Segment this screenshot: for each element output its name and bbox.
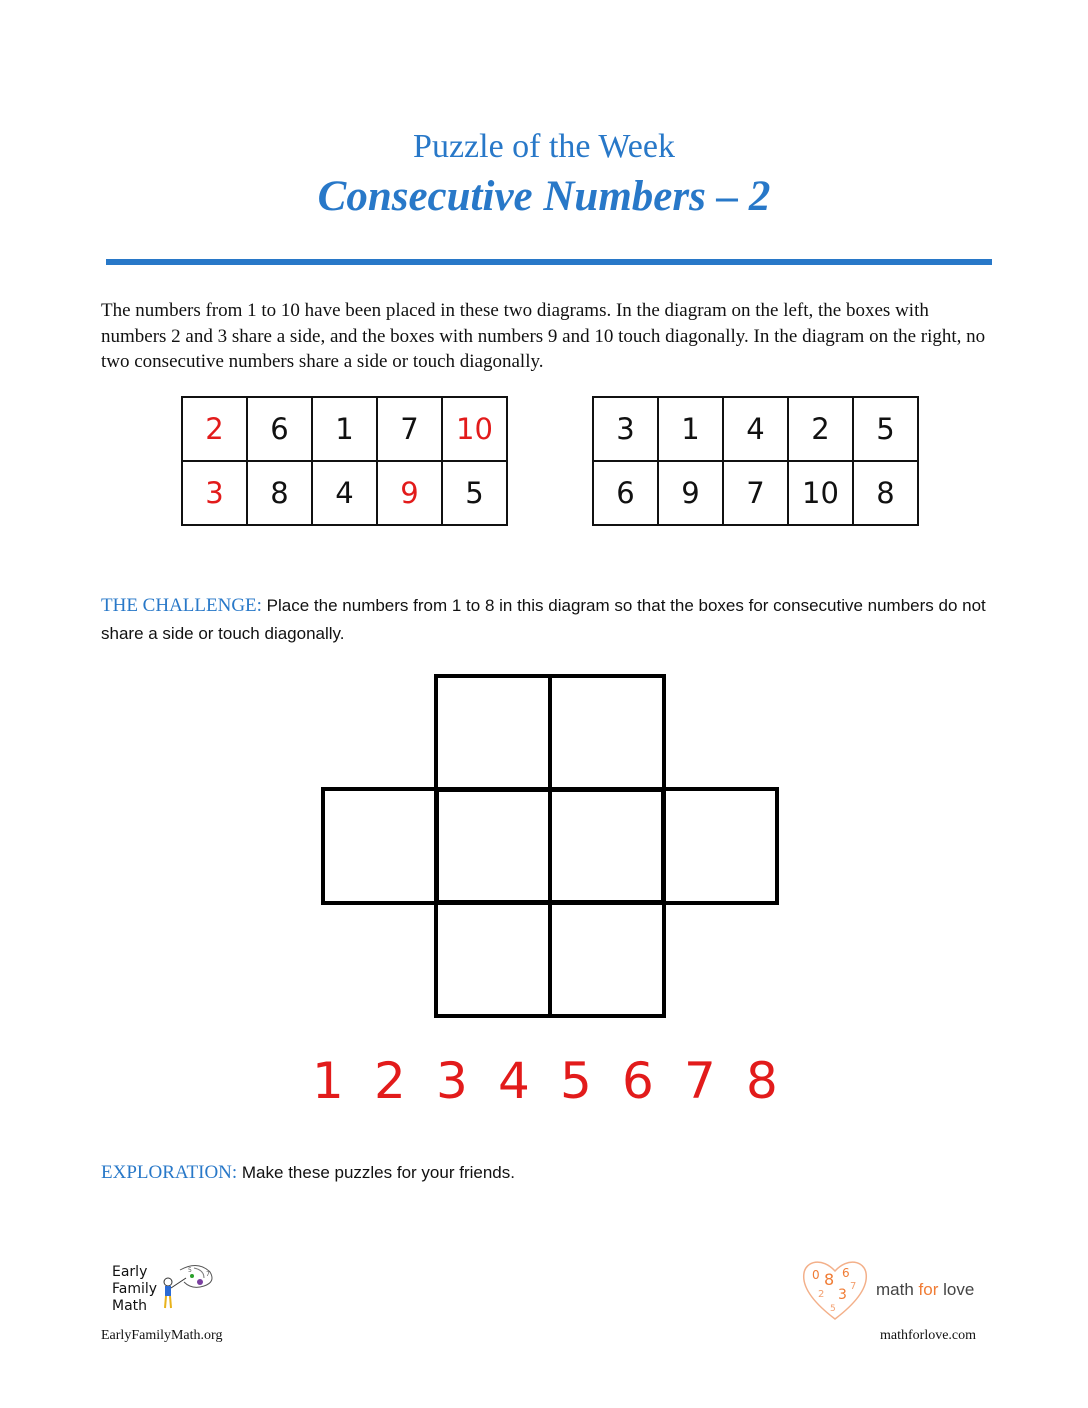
right-grid-cell: 2 xyxy=(788,397,853,461)
left-grid-cell: 7 xyxy=(377,397,442,461)
puzzle-box-bottom-left[interactable] xyxy=(434,900,552,1018)
svg-text:0: 0 xyxy=(812,1268,820,1282)
number-tile[interactable]: 7 xyxy=(684,1052,716,1110)
puzzle-box-top-right[interactable] xyxy=(548,674,666,792)
left-grid-cell: 10 xyxy=(442,397,507,461)
puzzle-box-middle-left[interactable] xyxy=(434,787,552,905)
right-grid-cell: 6 xyxy=(593,461,658,525)
puzzle-box-top-left[interactable] xyxy=(434,674,552,792)
left-example-diagram xyxy=(181,396,508,526)
right-grid-cell: 10 xyxy=(788,461,853,525)
exploration-text: Make these puzzles for your friends. xyxy=(237,1163,515,1182)
number-tile[interactable]: 2 xyxy=(374,1052,406,1110)
right-grid-cell: 7 xyxy=(723,461,788,525)
svg-text:7: 7 xyxy=(850,1281,857,1292)
number-tile[interactable]: 4 xyxy=(498,1052,530,1110)
number-tile[interactable]: 3 xyxy=(436,1052,468,1110)
puzzle-box-bottom-right[interactable] xyxy=(548,900,666,1018)
math-for-love-url[interactable]: mathforlove.com xyxy=(880,1328,977,1343)
exploration-paragraph xyxy=(101,1162,515,1184)
left-grid-cell: 6 xyxy=(247,397,312,461)
math-for-love-wordmark: math for love xyxy=(876,1280,975,1299)
left-grid-cell: 9 xyxy=(377,461,442,525)
page-title: Consecutive Numbers – 2 xyxy=(317,173,771,220)
early-family-math-wordmark: Early Family Math xyxy=(112,1264,158,1314)
header-divider xyxy=(106,259,992,265)
right-grid-cell: 4 xyxy=(723,397,788,461)
number-tile[interactable]: 5 xyxy=(560,1052,592,1110)
puzzle-box-middle-far-right[interactable] xyxy=(661,787,779,905)
right-grid-cell: 3 xyxy=(593,397,658,461)
right-grid-cell: 1 xyxy=(658,397,723,461)
intro-paragraph: The numbers from 1 to 10 have been placed in these two diagrams. In the diagram on the left, the boxes with numbers 2 and 3 share a side, and the boxes with numbers 9 and 10 touch diagonally. In the diagram on the right, no two consecutive numbers share a side or touch diagonally. xyxy=(101,300,986,372)
left-grid-cell: 2 xyxy=(182,397,247,461)
page-subtitle: Puzzle of the Week xyxy=(413,128,675,165)
early-family-math-url[interactable]: EarlyFamilyMath.org xyxy=(101,1328,223,1343)
exploration-label: EXPLORATION: xyxy=(101,1162,238,1183)
left-grid-cell: 8 xyxy=(247,461,312,525)
left-grid-cell: 5 xyxy=(442,461,507,525)
svg-text:2: 2 xyxy=(818,1289,825,1300)
heart-numbers-logo-icon xyxy=(800,1255,870,1325)
svg-text:5: 5 xyxy=(830,1304,836,1314)
right-grid-cell: 5 xyxy=(853,397,918,461)
right-example-diagram xyxy=(592,396,919,526)
number-tile[interactable]: 8 xyxy=(746,1052,778,1110)
number-tile[interactable]: 6 xyxy=(622,1052,654,1110)
svg-text:6: 6 xyxy=(842,1266,850,1280)
number-set xyxy=(312,1052,776,1110)
left-grid-cell: 4 xyxy=(312,461,377,525)
puzzle-box-middle-far-left[interactable] xyxy=(321,787,439,905)
svg-text:5: 5 xyxy=(188,1267,192,1274)
number-tile[interactable]: 1 xyxy=(312,1052,344,1110)
challenge-text: Place the numbers from 1 to 8 in this diagram so that the boxes for consecutive numbers do not share a side or touch diagonally. xyxy=(101,596,986,643)
right-grid-cell: 9 xyxy=(658,461,723,525)
puzzle-box-middle-right[interactable] xyxy=(548,787,666,905)
svg-text:3: 3 xyxy=(838,1287,847,1303)
challenge-label: THE CHALLENGE: xyxy=(101,595,262,616)
svg-text:7: 7 xyxy=(206,1271,210,1278)
left-grid-cell: 3 xyxy=(182,461,247,525)
left-grid-cell: 1 xyxy=(312,397,377,461)
right-grid-cell: 8 xyxy=(853,461,918,525)
svg-text:8: 8 xyxy=(824,1270,835,1289)
challenge-paragraph xyxy=(101,592,1001,648)
